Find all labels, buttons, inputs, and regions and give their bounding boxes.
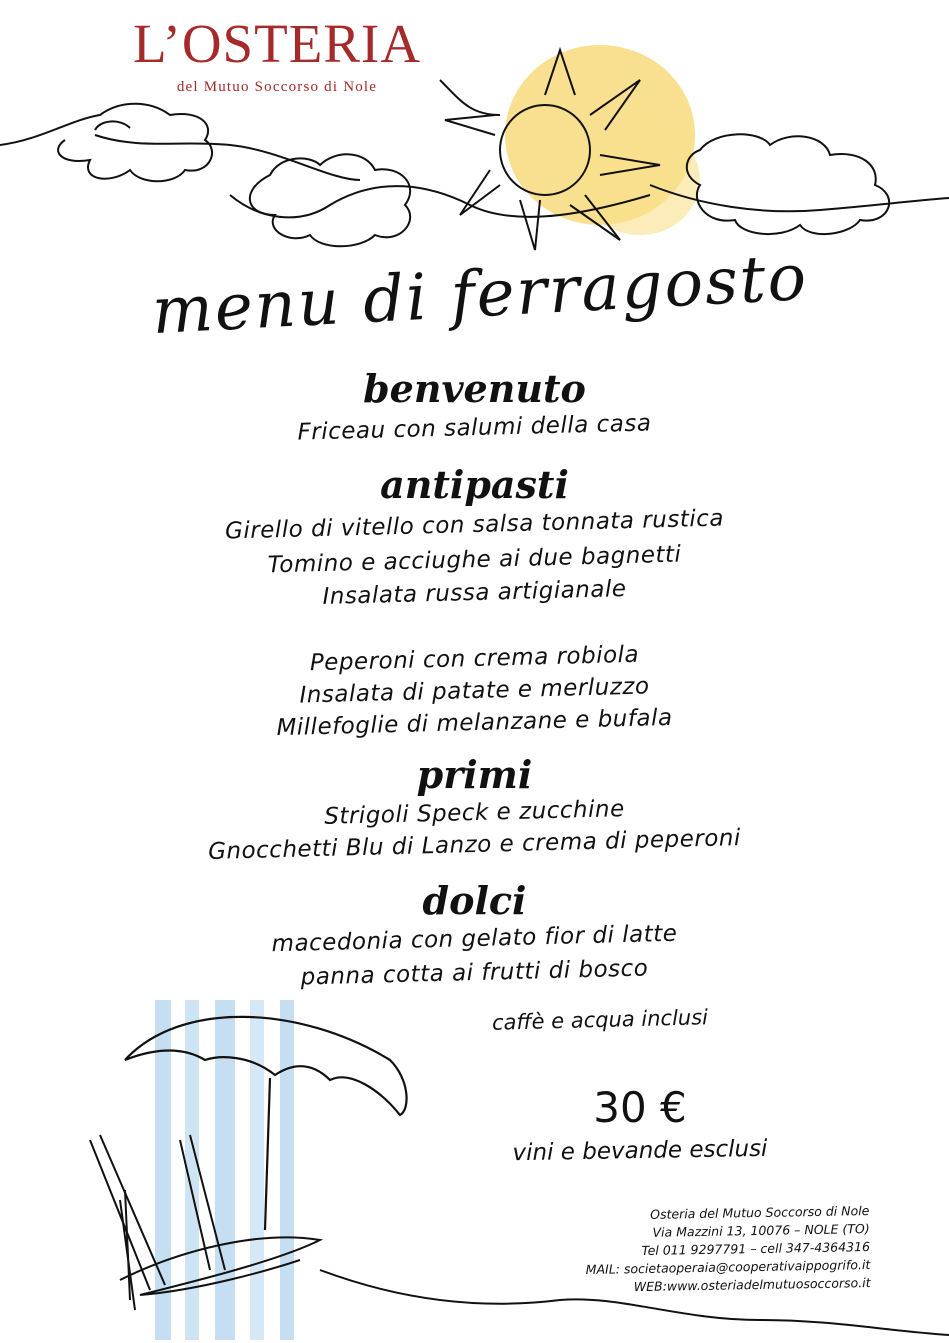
contact-mail[interactable]: MAIL: societaoperaia@cooperativaippogrifo.it [585, 1257, 871, 1277]
brand-logo-subtitle: del Mutuo Soccorso di Nole [176, 79, 378, 95]
menu-item: Peperoni con crema robiola [309, 641, 640, 677]
included-note: caffè e acqua inclusi [491, 1005, 709, 1035]
menu-title: menu di ferragosto [150, 240, 810, 350]
brand-logo-title: L’OSTERIA [132, 13, 422, 74]
contact-block [529, 1202, 871, 1298]
menu-item: Strigoli Speck e zucchine [323, 796, 626, 830]
contact-address: Via Mazzini 13, 10076 – NOLE (TO) [652, 1221, 870, 1240]
menu-item: Millefoglie di melanzane e bufala [276, 704, 673, 742]
menu-item: panna cotta ai frutti di bosco [300, 955, 649, 991]
cloud-lines [0, 80, 949, 246]
menu-item: Friceau con salumi della casa [297, 410, 652, 446]
menu-item: macedonia con gelato fior di latte [271, 920, 678, 958]
menu-item: Gnocchetti Blu di Lanzo e crema di peperoni [207, 825, 742, 865]
contact-name: Osteria del Mutuo Soccorso di Nole [650, 1203, 870, 1222]
section-heading-primi: primi [416, 752, 533, 797]
contact-phone: Tel 011 9297791 – cell 347-4364316 [641, 1239, 871, 1259]
price: 30 € [593, 1083, 687, 1132]
section-heading-dolci: dolci [422, 878, 527, 923]
contact-web[interactable]: WEB:www.osteriadelmutuosoccorso.it [633, 1275, 871, 1295]
menu-item: Girello di vitello con salsa tonnata rustica [224, 505, 725, 545]
section-heading-antipasti: antipasti [380, 462, 569, 507]
section-heading-benvenuto: benvenuto [363, 366, 586, 411]
menu-item: Insalata russa artigianale [322, 576, 627, 610]
menu-item: Tomino e acciughe ai due bagnetti [267, 541, 682, 579]
price-note: vini e bevande esclusi [512, 1135, 768, 1167]
menu-item: Insalata di patate e merluzzo [299, 673, 650, 709]
sun-illustration [445, 45, 700, 250]
